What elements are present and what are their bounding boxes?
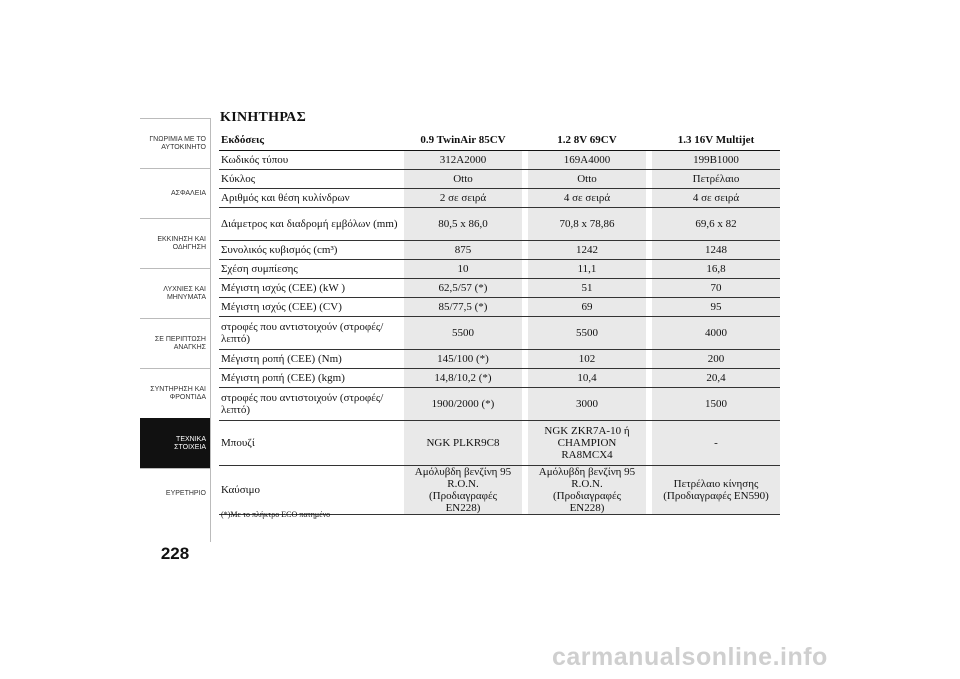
table-row: [219, 151, 780, 170]
table-row: [219, 241, 780, 260]
footnote: (*)Με το πλήκτρο ECO πατημένο: [221, 510, 331, 519]
row-label: Κύκλος: [219, 170, 404, 189]
watermark: carmanualsonline.info: [552, 643, 828, 671]
cell-value: 95: [652, 298, 780, 317]
row-label: Διάμετρος και διαδρομή εμβόλων (mm): [219, 208, 404, 241]
cell-value: 80,5 x 86,0: [404, 208, 522, 241]
table-row: [219, 279, 780, 298]
cell-value: NGK PLKR9C8: [404, 421, 522, 466]
row-label: Κωδικός τύπου: [219, 151, 404, 170]
cell-value: 5500: [404, 317, 522, 350]
header-cell: Εκδόσεις: [219, 130, 404, 151]
tab-chapter-3[interactable]: ΕΚΚΙΝΗΣΗ ΚΑΙ ΟΔΗΓΗΣΗ: [140, 218, 210, 268]
cell-value: 69,6 x 82: [652, 208, 780, 241]
table-row: [219, 260, 780, 279]
row-label: Καύσιμο: [219, 466, 404, 515]
cell-value: NGK ZKR7A-10 ή CHAMPION RA8MCX4: [528, 421, 646, 466]
header-cell: 0.9 TwinAir 85CV: [404, 130, 522, 151]
tab-chapter-6[interactable]: ΣΥΝΤΗΡΗΣΗ ΚΑΙ ΦΡΟΝΤΙΔΑ: [140, 368, 210, 418]
cell-value: Otto: [528, 170, 646, 189]
row-label: Μέγιστη ισχύς (CEE) (CV): [219, 298, 404, 317]
page-number: 228: [160, 544, 190, 563]
cell-value: 11,1: [528, 260, 646, 279]
table-row: [219, 208, 780, 241]
cell-value: 875: [404, 241, 522, 260]
table-header-row: [219, 130, 780, 151]
cell-value: 70: [652, 279, 780, 298]
table-row: [219, 317, 780, 350]
tab-chapter-8[interactable]: ΕΥΡΕΤΗΡΙΟ: [140, 468, 210, 518]
cell-value: 1900/2000 (*): [404, 388, 522, 421]
cell-value: 70,8 x 78,86: [528, 208, 646, 241]
row-label: Μέγιστη ροπή (CEE) (kgm): [219, 369, 404, 388]
tab-chapter-7-active[interactable]: ΤΕΧΝΙΚΑ ΣΤΟΙΧΕΙΑ: [140, 418, 210, 468]
row-label: στροφές που αντιστοιχούν (στροφές/ λεπτό): [219, 388, 404, 421]
tab-chapter-5[interactable]: ΣΕ ΠΕΡΙΠΤΩΣΗ ΑΝΑΓΚΗΣ: [140, 318, 210, 368]
table-row: [219, 421, 780, 466]
cell-value: 4 σε σειρά: [528, 189, 646, 208]
cell-value: 1500: [652, 388, 780, 421]
row-label: στροφές που αντιστοιχούν (στροφές/ λεπτό): [219, 317, 404, 350]
cell-value: 145/100 (*): [404, 350, 522, 369]
cell-value: 200: [652, 350, 780, 369]
cell-value: 4000: [652, 317, 780, 350]
cell-value: 2 σε σειρά: [404, 189, 522, 208]
row-label: Αριθμός και θέση κυλίνδρων: [219, 189, 404, 208]
cell-value: 1248: [652, 241, 780, 260]
tab-chapter-1[interactable]: ΓΝΩΡΙΜΙΑ ΜΕ ΤΟ ΑΥΤΟΚΙΝΗΤΟ: [140, 118, 210, 168]
cell-value: 312A2000: [404, 151, 522, 170]
cell-value: 10,4: [528, 369, 646, 388]
row-label: Μπουζί: [219, 421, 404, 466]
cell-value: 16,8: [652, 260, 780, 279]
tab-chapter-4[interactable]: ΛΥΧΝΙΕΣ ΚΑΙ ΜΗΝΥΜΑΤΑ: [140, 268, 210, 318]
page-title: ΚΙΝΗΤΗΡΑΣ: [220, 110, 307, 125]
cell-value: 10: [404, 260, 522, 279]
cell-value: 14,8/10,2 (*): [404, 369, 522, 388]
tab-chapter-2[interactable]: ΑΣΦΑΛΕΙΑ: [140, 168, 210, 218]
cell-value: 102: [528, 350, 646, 369]
cell-value: 1242: [528, 241, 646, 260]
cell-value: 5500: [528, 317, 646, 350]
row-label: Μέγιστη ροπή (CEE) (Nm): [219, 350, 404, 369]
table-row: [219, 298, 780, 317]
header-cell: 1.3 16V Multijet: [652, 130, 780, 151]
sidebar-edge: [210, 118, 211, 542]
cell-value: -: [652, 421, 780, 466]
row-label: Συνολικός κυβισμός (cm³): [219, 241, 404, 260]
cell-value: Πετρέλαιο: [652, 170, 780, 189]
chapter-sidebar: [140, 118, 210, 518]
cell-value: 51: [528, 279, 646, 298]
cell-value: 20,4: [652, 369, 780, 388]
table-row: [219, 466, 780, 515]
cell-value: Otto: [404, 170, 522, 189]
engine-spec-table: [219, 130, 780, 515]
cell-value: 169A4000: [528, 151, 646, 170]
row-label: Μέγιστη ισχύς (CEE) (kW ): [219, 279, 404, 298]
table-row: [219, 170, 780, 189]
table-row: [219, 369, 780, 388]
cell-value: 85/77,5 (*): [404, 298, 522, 317]
cell-value: Πετρέλαιο κίνησης (Προδιαγραφές EN590): [652, 466, 780, 515]
cell-value: 69: [528, 298, 646, 317]
table-row: [219, 350, 780, 369]
cell-value: Αμόλυβδη βενζίνη 95 R.O.N. (Προδιαγραφές EN228): [528, 466, 646, 515]
row-label: Σχέση συμπίεσης: [219, 260, 404, 279]
table-row: [219, 189, 780, 208]
cell-value: 3000: [528, 388, 646, 421]
header-cell: 1.2 8V 69CV: [528, 130, 646, 151]
cell-value: 4 σε σειρά: [652, 189, 780, 208]
cell-value: 199B1000: [652, 151, 780, 170]
cell-value: 62,5/57 (*): [404, 279, 522, 298]
table-row: [219, 388, 780, 421]
cell-value: Αμόλυβδη βενζίνη 95 R.O.N. (Προδιαγραφές EN228): [404, 466, 522, 515]
